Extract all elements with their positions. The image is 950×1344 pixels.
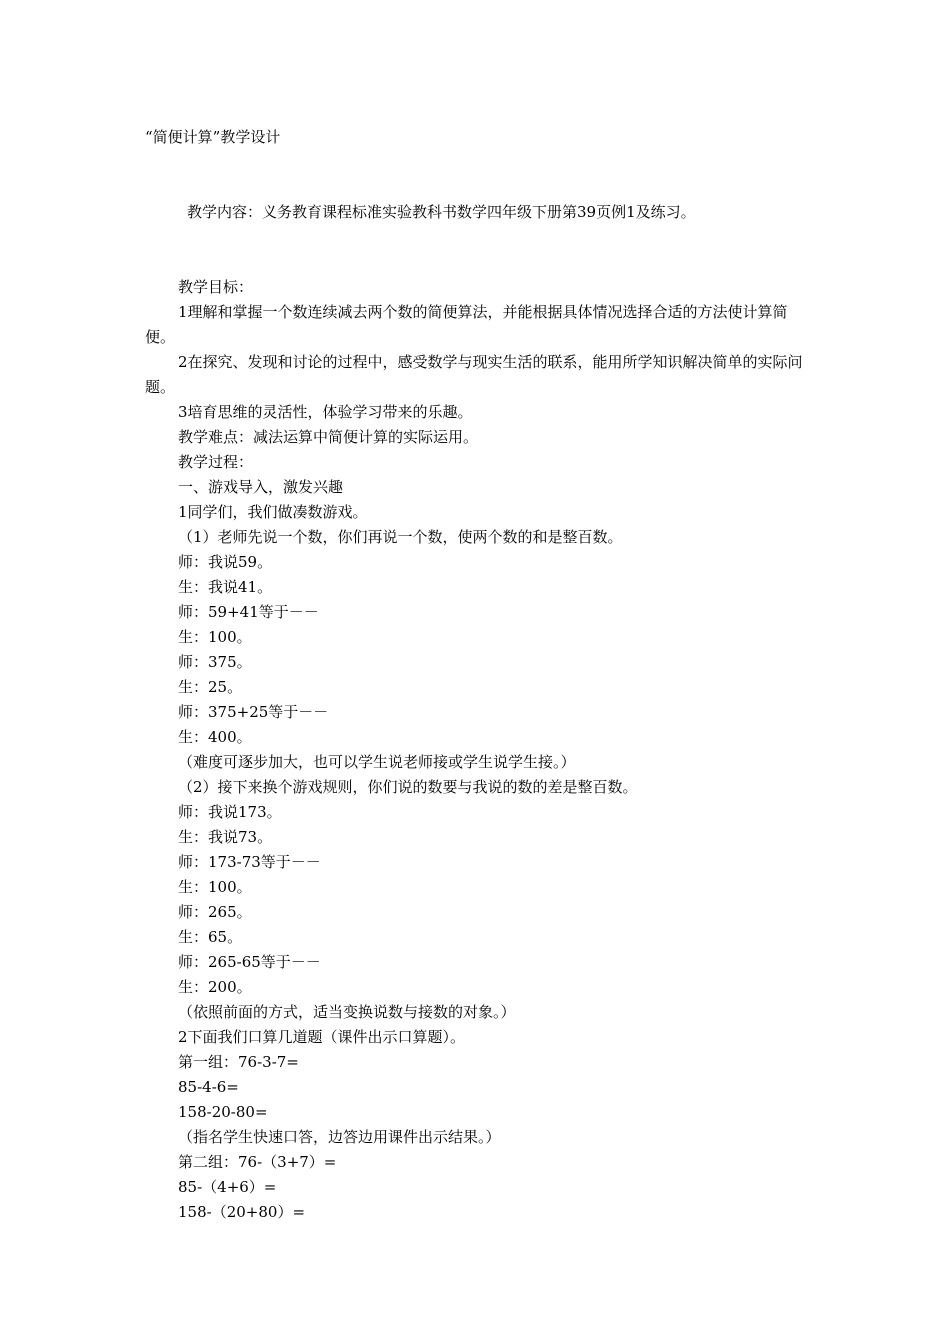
document-title: “简便计算”教学设计 [145, 128, 281, 146]
process-line: 生：100。 [178, 628, 252, 646]
objective-3: 3培育思维的灵活性，体验学习带来的乐趣。 [178, 403, 473, 421]
process-line: 生：我说73。 [178, 828, 273, 846]
process-line: 生：200。 [178, 978, 252, 996]
teaching-content: 教学内容：义务教育课程标准实验教科书数学四年级下册第39页例1及练习。 [187, 203, 696, 221]
objective-2: 2在探究、发现和讨论的过程中，感受数学与现实生活的联系，能用所学知识解决简单的实际问题。 [145, 353, 803, 396]
document-body [145, 275, 813, 1225]
process-line: 生：100。 [178, 878, 252, 896]
process-line: 生：400。 [178, 728, 252, 746]
process-line: 生：我说41。 [178, 578, 273, 596]
process-line: 第二组：76-（3+7）= [178, 1153, 337, 1171]
process-line: 师：265。 [178, 903, 252, 921]
objective-1: 1理解和掌握一个数连续减去两个数的简便算法，并能根据具体情况选择合适的方法使计算简便。 [145, 303, 788, 346]
process-line: 师：375+25等于－－ [178, 703, 329, 721]
process-line: （1）老师先说一个数，你们再说一个数，使两个数的和是整百数。 [178, 528, 623, 546]
process-line: （难度可逐步加大，也可以学生说老师接或学生说学生接。） [178, 753, 576, 771]
process-line: 师：我说173。 [178, 803, 282, 821]
process-line: 师：265-65等于－－ [178, 953, 321, 971]
process-heading: 教学过程： [178, 453, 254, 471]
process-line: 一、游戏导入，激发兴趣 [178, 478, 344, 496]
process-line: 生：65。 [178, 928, 243, 946]
process-line: 第一组：76-3-7= [178, 1053, 299, 1071]
process-line: （指名学生快速口答，边答边用课件出示结果。） [178, 1128, 501, 1146]
objectives-heading: 教学目标： [178, 278, 254, 296]
process-line: （2）接下来换个游戏规则，你们说的数要与我说的数的差是整百数。 [178, 778, 638, 796]
process-line: 85-（4+6）= [178, 1178, 277, 1196]
process-line: 师：173-73等于－－ [178, 853, 321, 871]
process-line: 85-4-6= [178, 1078, 239, 1096]
process-line: 师：59+41等于－－ [178, 603, 319, 621]
process-line: 生：25。 [178, 678, 243, 696]
process-line: 师：375。 [178, 653, 252, 671]
difficulty-line: 教学难点：减法运算中简便计算的实际运用。 [178, 428, 479, 446]
process-line: 师：我说59。 [178, 553, 273, 571]
process-line: （依照前面的方式，适当变换说数与接数的对象。） [178, 1003, 516, 1021]
process-line: 1同学们，我们做凑数游戏。 [178, 503, 368, 521]
process-line: 158-（20+80）= [178, 1203, 306, 1221]
process-line: 158-20-80= [178, 1103, 268, 1121]
process-line: 2下面我们口算几道题（课件出示口算题）。 [178, 1028, 466, 1046]
